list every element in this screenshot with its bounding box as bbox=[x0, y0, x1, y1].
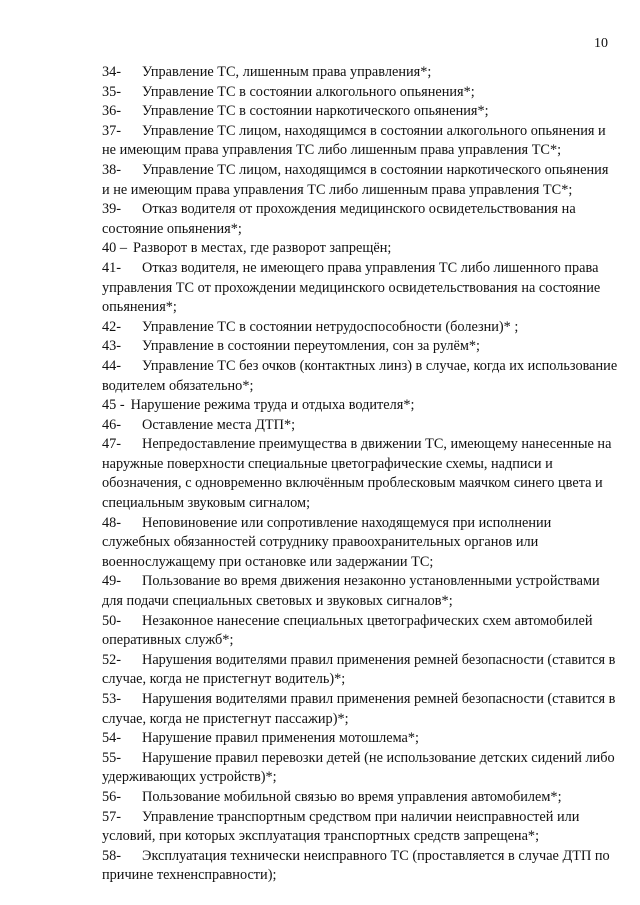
item-text: Управление ТС в состоянии алкогольного опьянения*; bbox=[142, 83, 475, 100]
list-item bbox=[102, 729, 618, 749]
item-text: Разворот в местах, где разворот запрещён; bbox=[133, 240, 392, 257]
item-text: Нарушения водителями правил применения ремней безопасности (ставится в случае, когда не пристегнут водитель)*; bbox=[102, 651, 616, 688]
item-text: Управление ТС в состоянии наркотического опьянения*; bbox=[142, 103, 489, 120]
item-number: 48- bbox=[102, 514, 122, 531]
list-item bbox=[102, 572, 618, 611]
item-text: Оставление места ДТП*; bbox=[142, 416, 296, 433]
item-text: Незаконное нанесение специальных цветографических схем автомобилей оперативных служб*; bbox=[102, 612, 593, 649]
list-item bbox=[102, 612, 618, 651]
item-number: 57- bbox=[102, 808, 122, 825]
list-item bbox=[102, 259, 618, 318]
item-text: Нарушение режима труда и отдыха водителя*; bbox=[130, 397, 415, 414]
item-number: 44- bbox=[102, 357, 122, 374]
list-item bbox=[102, 200, 618, 239]
item-text: Управление ТС лицом, находящимся в состоянии алкогольного опьянения и не имеющим права управления ТС либо лишенным права управления ТС*; bbox=[102, 122, 606, 159]
item-text: Эксплуатация технически неисправного ТС (проставляется в случае ДТП по причине техненсправности); bbox=[102, 847, 610, 884]
list-item bbox=[102, 337, 618, 357]
item-text: Нарушение правил перевозки детей (не использование детских сидений либо удерживающих устройств)*; bbox=[102, 749, 615, 786]
list-item bbox=[102, 808, 618, 847]
list-item bbox=[102, 847, 618, 886]
list-item bbox=[102, 651, 618, 690]
item-number: 55- bbox=[102, 749, 122, 766]
item-text: Управление в состоянии переутомления, сон за рулём*; bbox=[142, 338, 481, 355]
item-number: 56- bbox=[102, 788, 122, 805]
item-text: Управление транспортным средством при наличии неисправностей или условий, при которых эксплуатация транспортных средств запрещена*; bbox=[102, 808, 580, 845]
item-number: 37- bbox=[102, 122, 122, 139]
list-item bbox=[102, 318, 618, 338]
violation-list bbox=[102, 63, 618, 886]
item-number: 41- bbox=[102, 259, 122, 276]
item-text: Управление ТС без очков (контактных линз) в случае, когда их использование водителем обязательно*; bbox=[102, 357, 618, 394]
list-item bbox=[102, 788, 618, 808]
list-item bbox=[102, 416, 618, 436]
list-item bbox=[102, 435, 618, 513]
item-text: Управление ТС лицом, находящимся в состоянии наркотического опьянения и не имеющим права управления ТС либо лишенным права управления ТС*; bbox=[102, 161, 609, 198]
item-text: Пользование мобильной связью во время управления автомобилем*; bbox=[142, 788, 562, 805]
item-number: 42- bbox=[102, 318, 122, 335]
item-text: Неповиновение или сопротивление находящемуся при исполнении служебных обязанностей сотруднику правоохранительных органов или военнослужащему при остановке или задержании ТС; bbox=[102, 514, 552, 570]
item-number: 36- bbox=[102, 103, 122, 120]
list-item bbox=[102, 122, 618, 161]
list-item bbox=[102, 690, 618, 729]
list-item bbox=[102, 63, 618, 83]
item-number: 54- bbox=[102, 730, 122, 747]
item-number: 35- bbox=[102, 83, 122, 100]
item-number: 53- bbox=[102, 691, 122, 707]
item-text: Пользование во время движения незаконно установленными устройствами для подачи специальных световых и звуковых сигналов*; bbox=[102, 573, 600, 610]
item-number: 43- bbox=[102, 338, 122, 355]
item-number: 47- bbox=[102, 436, 122, 453]
item-number: 38- bbox=[102, 161, 122, 178]
item-number: 58- bbox=[102, 847, 122, 864]
item-text: Отказ водителя от прохождения медицинского освидетельствования на состояние опьянения*; bbox=[102, 201, 576, 237]
item-number: 46- bbox=[102, 416, 122, 433]
item-number: 45 - bbox=[102, 397, 125, 414]
item-number: 49- bbox=[102, 573, 122, 590]
item-text: Нарушение правил применения мотошлема*; bbox=[142, 730, 420, 747]
item-number: 50- bbox=[102, 612, 122, 629]
page-number: 10 bbox=[594, 36, 608, 51]
list-item bbox=[102, 357, 618, 396]
list-item bbox=[102, 83, 618, 103]
item-number: 39- bbox=[102, 201, 122, 218]
item-number: 34- bbox=[102, 64, 122, 80]
item-text: Непредоставление преимущества в движении ТС, имеющему нанесенные на наружные поверхности специальные цветографические схемы, надписи и обозначения, с одновременно включённым проблесковым маячком синего цвета и специальным звуковым сигналом; bbox=[102, 436, 612, 512]
list-item bbox=[102, 102, 618, 122]
item-number: 52- bbox=[102, 651, 122, 668]
list-item bbox=[102, 396, 618, 416]
item-text: Управление ТС в состоянии нетрудоспособности (болезни)* ; bbox=[142, 318, 519, 335]
list-item bbox=[102, 514, 618, 573]
list-item bbox=[102, 239, 618, 259]
item-number: 40 – bbox=[102, 240, 128, 257]
item-text: Отказ водителя, не имеющего права управления ТС либо лишенного права управления ТС от прохождении медицинского освидетельствования на состояние опьянения*; bbox=[102, 259, 601, 316]
list-item bbox=[102, 161, 618, 200]
item-text: Управление ТС, лишенным права управления*; bbox=[142, 64, 432, 80]
list-item bbox=[102, 749, 618, 788]
item-text: Нарушения водителями правил применения ремней безопасности (ставится в случае, когда не пристегнут пассажир)*; bbox=[102, 691, 616, 727]
